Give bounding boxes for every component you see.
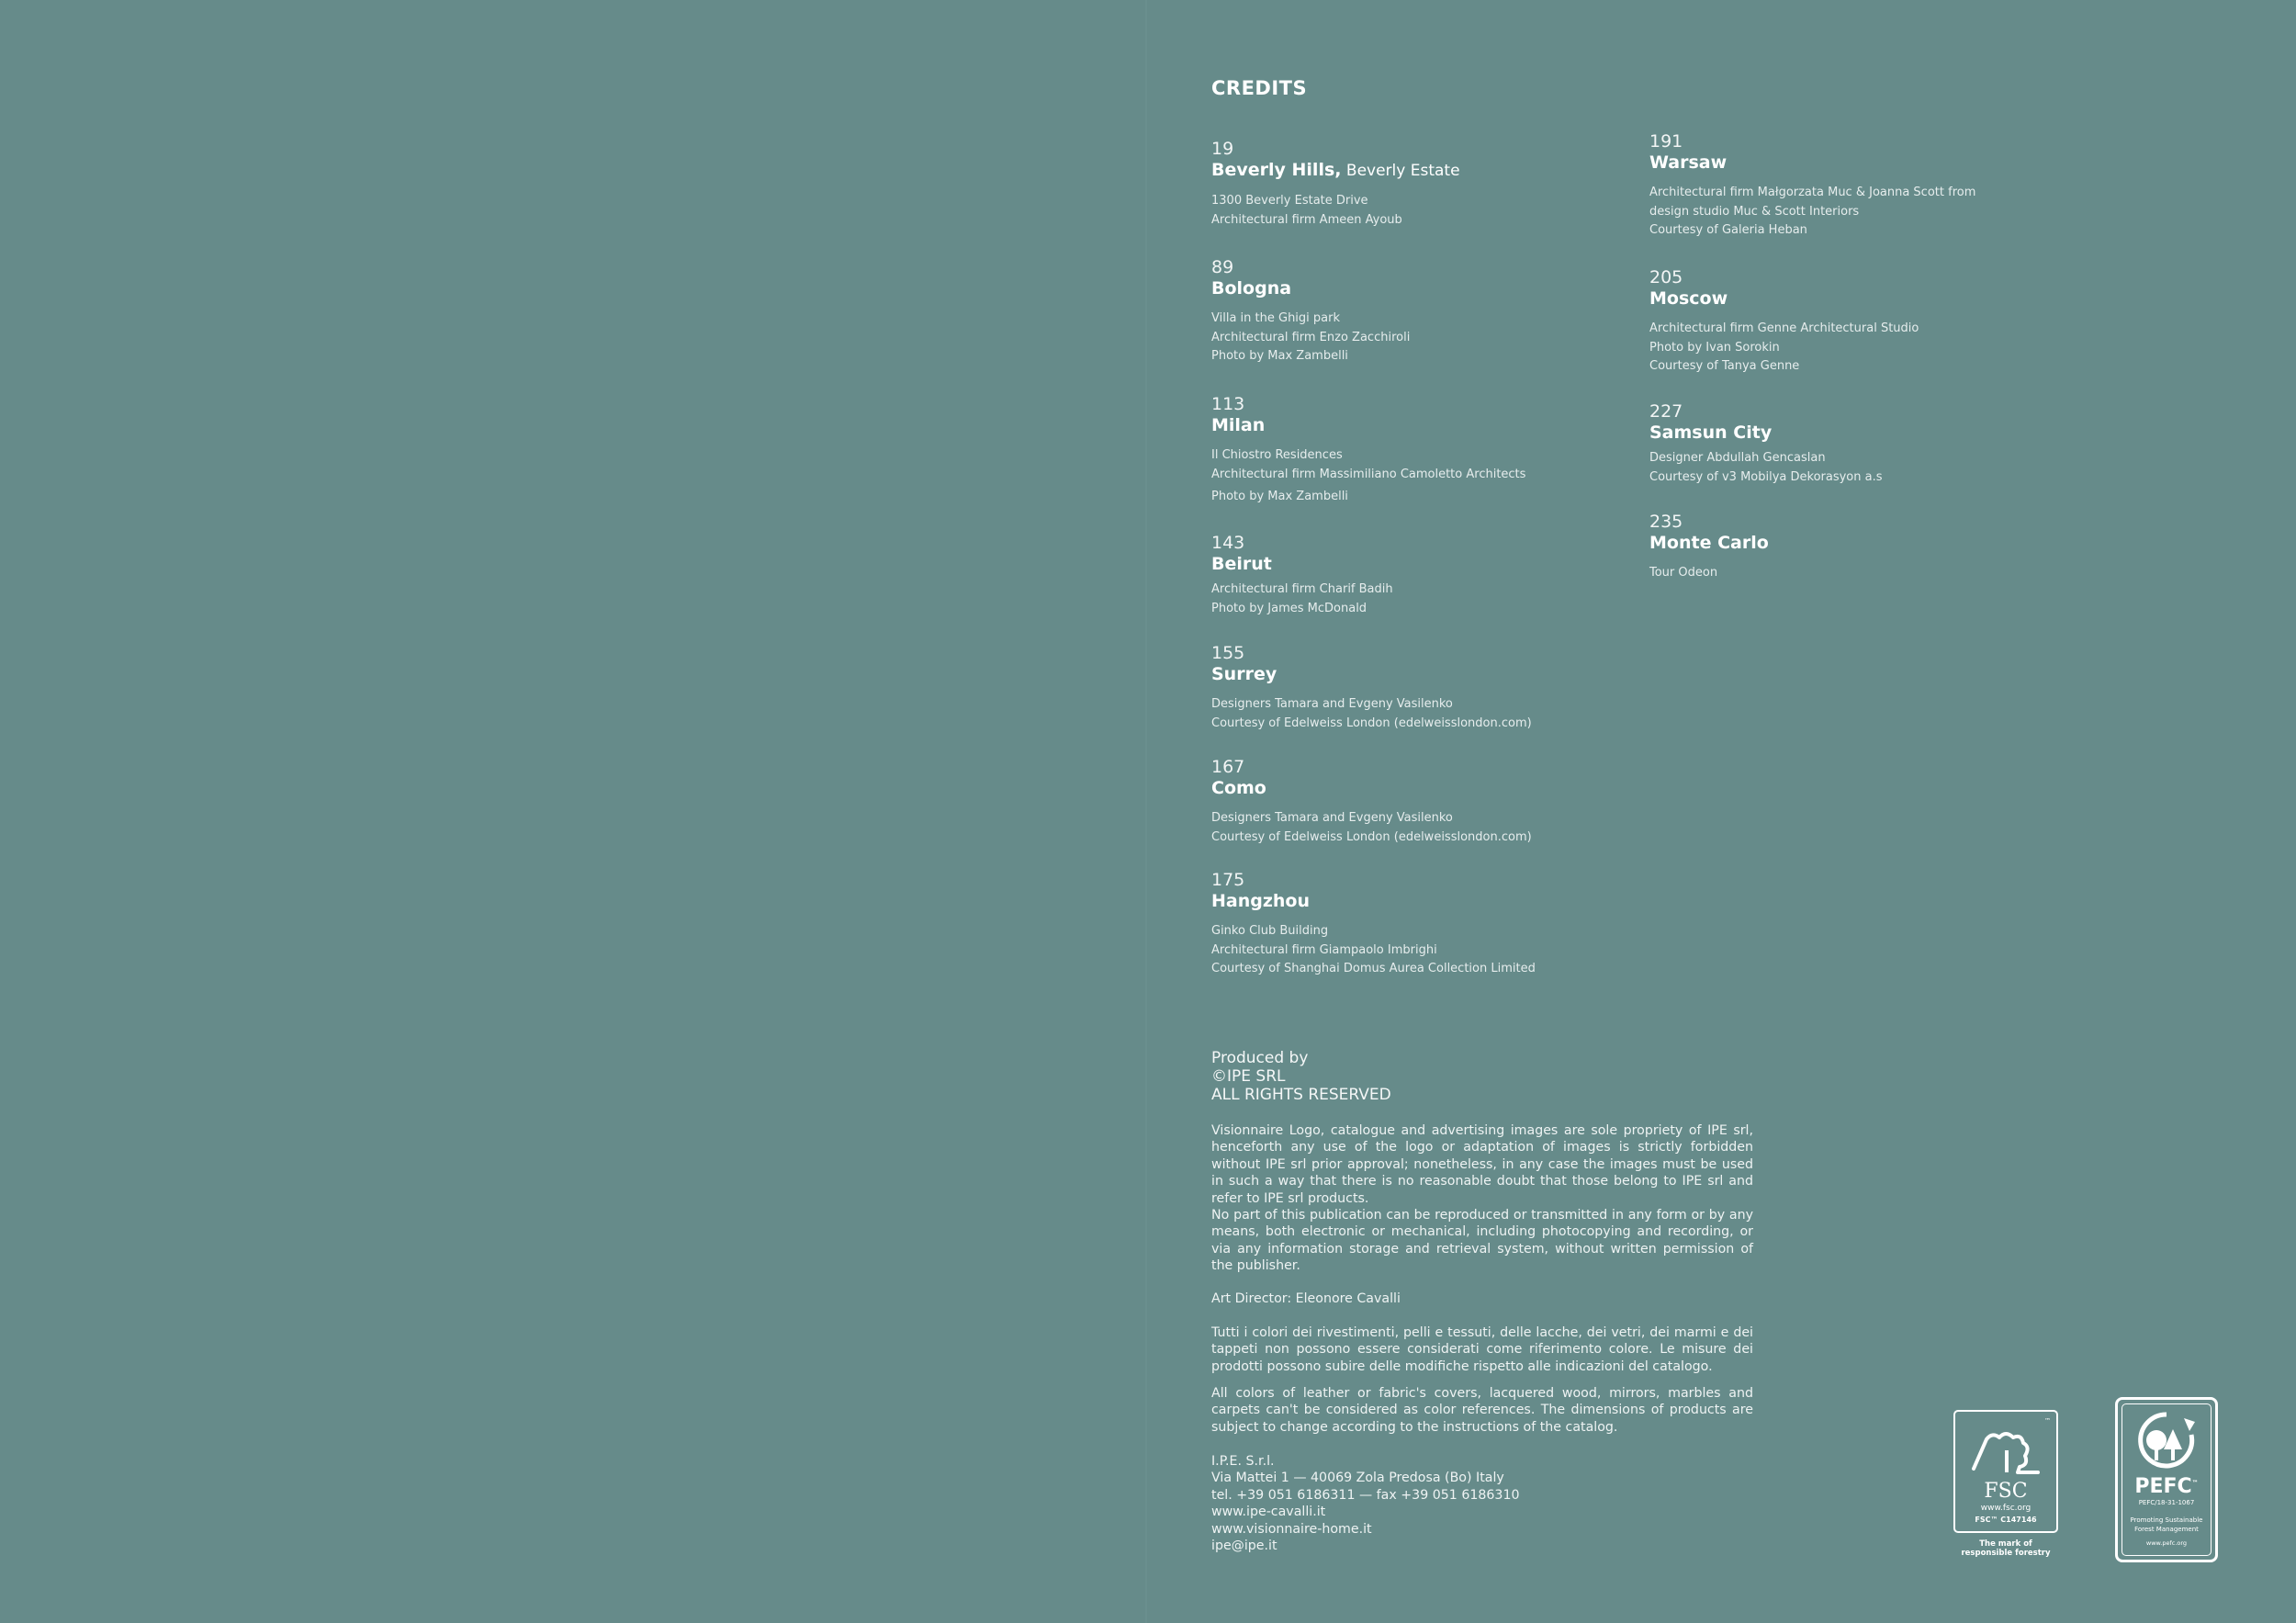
credit-line: Photo by Max Zambelli — [1211, 349, 1348, 363]
rights-reserved: ALL RIGHTS RESERVED — [1211, 1086, 1391, 1104]
page-fold — [1145, 0, 1147, 1623]
credit-line: Designers Tamara and Evgeny Vasilenko — [1211, 811, 1453, 825]
pefc-caption: Promoting Sustainable Forest Management — [2130, 1516, 2203, 1533]
pefc-tree-icon — [2118, 1405, 2215, 1479]
credit-entry-167 — [1211, 757, 1532, 847]
credit-line: Architectural firm Małgorzata Muc & Joanna Scott from — [1649, 186, 1976, 199]
pefc-website: www.pefc.org — [2145, 1539, 2188, 1547]
credits-title: CREDITS — [1211, 77, 1308, 99]
credit-entry-143 — [1211, 533, 1393, 618]
color-disclaimer-it: Tutti i colori dei rivestimenti, pelli e tessuti, delle lacche, dei vetri, dei marmi e dei tappeti non possono essere considerati come riferimento colore. Le misure dei prodotti possono subire delle modifiche rispetto alle indicazioni del catalogo. — [1211, 1325, 1753, 1374]
credit-line: Architectural firm Giampaolo Imbrighi — [1211, 942, 1437, 957]
credit-line: Photo by Max Zambelli — [1211, 490, 1348, 503]
art-director: Art Director: Eleonore Cavalli — [1211, 1291, 1401, 1306]
produced-by-block — [1211, 1049, 1753, 1104]
page-number: 191 — [1649, 131, 1683, 152]
pefc-logo — [2115, 1397, 2218, 1562]
page-number: 155 — [1211, 643, 1245, 663]
page-number: 235 — [1649, 512, 1683, 532]
page-number: 175 — [1211, 870, 1245, 890]
credit-entry-191 — [1649, 131, 1975, 241]
website-link: www.visionnaire-home.it — [1211, 1521, 1372, 1537]
page-number: 143 — [1211, 533, 1245, 553]
page-number: 113 — [1211, 394, 1245, 414]
fsc-tree-icon — [1955, 1412, 2056, 1531]
copyright-owner: ©IPE SRL — [1211, 1067, 1286, 1086]
credit-line: Architectural firm Massimiliano Camoletto Architects — [1211, 467, 1526, 481]
credit-line: 1300 Beverly Estate Drive — [1211, 194, 1368, 208]
credit-entry-19 — [1211, 139, 1460, 230]
credit-line: Architectural firm Charif Badih — [1211, 582, 1393, 596]
page-number: 227 — [1649, 401, 1683, 422]
credit-line: Courtesy of v3 Mobilya Dekorasyon a.s — [1649, 469, 1883, 484]
city-name: Warsaw — [1649, 152, 1728, 173]
email-link: ipe@ipe.it — [1211, 1538, 1277, 1554]
pefc-name: PEFC™ — [2134, 1475, 2199, 1498]
credit-line: Architectural firm Genne Architectural Studio — [1649, 321, 1919, 335]
color-disclaimer-en: All colors of leather or fabric's covers, lacquered wood, mirrors, marbles and carpets can't be considered as color references. The dimensions of products are subject to change according to the instructions of the catalog. — [1211, 1386, 1753, 1435]
city-name: Moscow — [1649, 288, 1728, 309]
fsc-logo — [1953, 1410, 2058, 1533]
legal-paragraph-reproduction: No part of this publication can be reproduced or transmitted in any form or by any means, both electronic or mechanical, including photocopying and recording, or via any information storage and retrieval system, without written permission of the publisher. — [1211, 1208, 1753, 1274]
city-subtitle: Beverly Estate — [1341, 162, 1460, 180]
credit-line: Courtesy of Tanya Genne — [1649, 359, 1800, 373]
credit-entry-175 — [1211, 870, 1536, 979]
credit-entry-113 — [1211, 394, 1525, 507]
address-line: Via Mattei 1 — 40069 Zola Predosa (Bo) Italy — [1211, 1471, 1504, 1486]
city-name: Monte Carlo — [1649, 533, 1769, 553]
fsc-name: FSC — [1984, 1480, 2028, 1503]
city-name: Samsun City — [1649, 423, 1773, 443]
credit-entry-205 — [1649, 267, 1919, 377]
legal-block — [1211, 1122, 1753, 1275]
credit-entry-89 — [1211, 257, 1410, 366]
credit-line: Designer Abdullah Gencaslan — [1649, 451, 1826, 465]
credit-entry-155 — [1211, 643, 1532, 733]
fsc-code: FSC™ C147146 — [1975, 1516, 2037, 1524]
city-name: Bologna — [1211, 278, 1292, 299]
credit-line: Ginko Club Building — [1211, 924, 1329, 938]
credit-line: Photo by James McDonald — [1211, 601, 1367, 615]
page-number: 205 — [1649, 267, 1683, 287]
page-number: 19 — [1211, 139, 1234, 159]
page-number: 89 — [1211, 257, 1234, 277]
produced-by-label: Produced by — [1211, 1049, 1309, 1067]
credit-line: Courtesy of Galeria Heban — [1649, 223, 1807, 237]
credit-line: Courtesy of Shanghai Domus Aurea Collection Limited — [1211, 962, 1536, 975]
credit-line: Villa in the Ghigi park — [1211, 311, 1341, 325]
website-link: www.ipe-cavalli.it — [1211, 1505, 1326, 1520]
left-page-blank — [0, 0, 1145, 1623]
credit-line: design studio Muc & Scott Interiors — [1649, 204, 1860, 219]
credit-line: Photo by Ivan Sorokin — [1649, 340, 1780, 355]
credit-line: Architectural firm Enzo Zacchiroli — [1211, 330, 1411, 344]
credit-entry-227 — [1649, 401, 1883, 487]
fsc-trademark: ™ — [2044, 1417, 2051, 1425]
credit-line: Architectural firm Ameen Ayoub — [1211, 212, 1402, 227]
city-name: Hangzhou — [1211, 891, 1311, 911]
credit-line: Il Chiostro Residences — [1211, 448, 1343, 462]
city-name: Beirut — [1211, 554, 1272, 574]
legal-paragraph-logo: Visionnaire Logo, catalogue and advertising images are sole propriety of IPE srl, henceforth any use of the logo or adaptation of images is strictly forbidden without IPE srl prior approval; nonetheless, in any case the images must be used in such a way that there is no reasonable doubt that those belong to IPE srl and refer to IPE srl products. — [1211, 1123, 1753, 1206]
credit-entry-235 — [1649, 512, 1769, 583]
fsc-website: www.fsc.org — [1980, 1504, 2032, 1513]
city-name: Milan — [1211, 415, 1266, 435]
credit-line: Courtesy of Edelweiss London (edelweisslondon.com) — [1211, 716, 1532, 730]
pefc-code: PEFC/18-31-1067 — [2138, 1499, 2195, 1506]
city-name: Como — [1211, 778, 1266, 798]
credit-line: Tour Odeon — [1649, 566, 1718, 580]
city-name: Beverly Hills, Beverly Estate — [1211, 160, 1460, 180]
company-address — [1211, 1453, 1753, 1554]
credit-line: Designers Tamara and Evgeny Vasilenko — [1211, 697, 1453, 711]
credit-line: Courtesy of Edelweiss London (edelweisslondon.com) — [1211, 829, 1532, 844]
fsc-caption: The mark of responsible forestry — [1961, 1539, 2051, 1558]
city-name: Surrey — [1211, 664, 1277, 684]
address-line: tel. +39 051 6186311 — fax +39 051 6186310 — [1211, 1487, 1520, 1503]
address-line: I.P.E. S.r.l. — [1211, 1454, 1275, 1469]
page-number: 167 — [1211, 757, 1245, 777]
